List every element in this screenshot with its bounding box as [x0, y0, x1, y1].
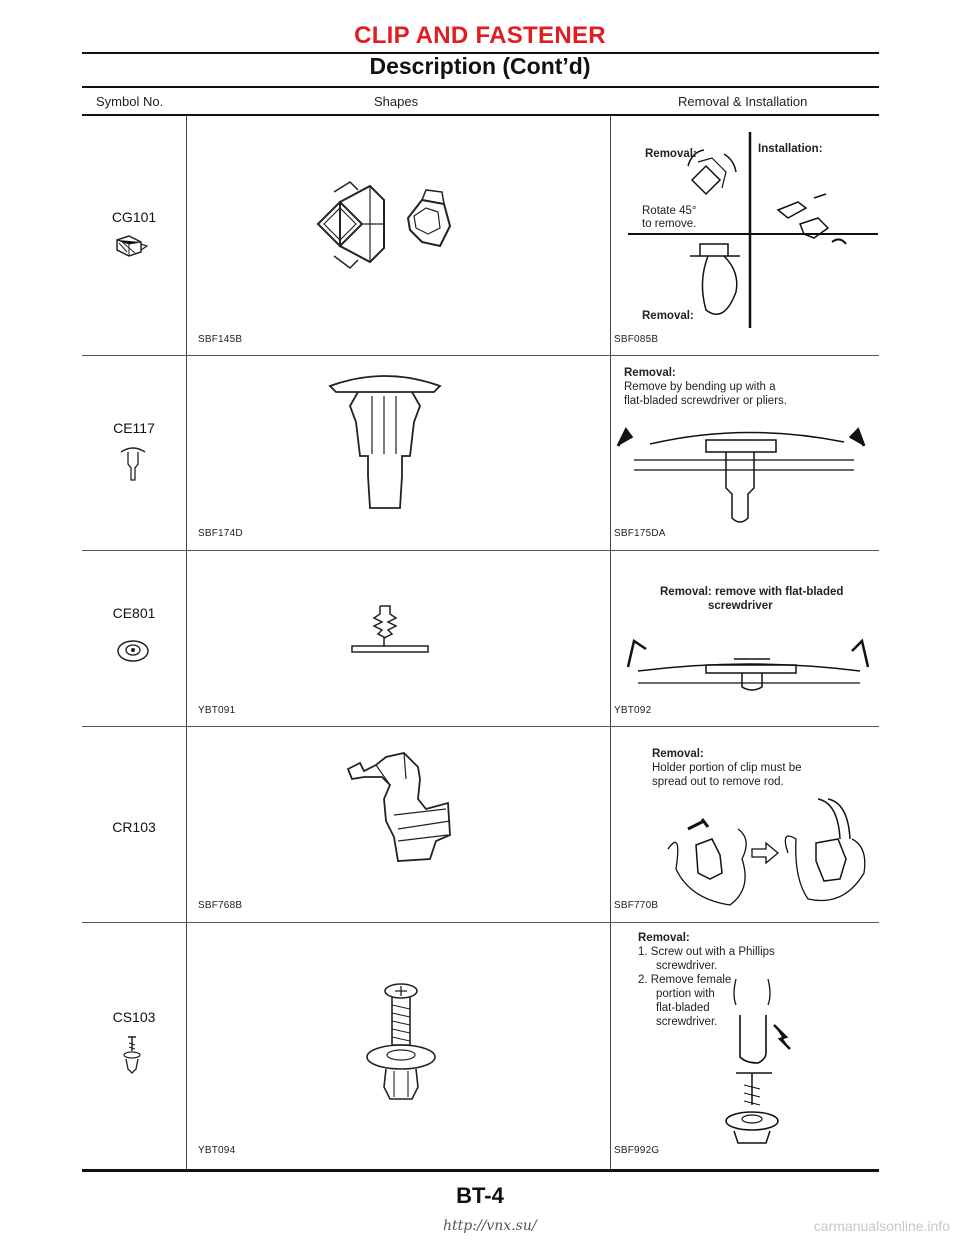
removal-step: 1. Screw out with a Phillips	[638, 946, 775, 958]
symbol-number: CG101	[111, 209, 157, 225]
symbol-number: CR103	[112, 819, 156, 835]
symbol-number: CE117	[113, 420, 155, 436]
symbol-number: CS103	[112, 1009, 156, 1025]
removal-step: flat-bladed screwdriver or pliers.	[624, 395, 787, 407]
removal-illustration	[668, 799, 868, 909]
column-header-symbol: Symbol No.	[96, 94, 164, 109]
removal-step: Holder portion of clip must be	[652, 762, 802, 774]
removal-step: Remove by bending up with a	[624, 381, 776, 393]
removal-illustration	[614, 418, 876, 530]
figure-code: YBT091	[198, 705, 236, 716]
removal-step: flat-bladed	[656, 1002, 710, 1014]
table-row	[82, 116, 879, 356]
removal-label: Removal:	[652, 748, 704, 760]
figure-code: SBF145B	[198, 334, 243, 345]
column-header-removal: Removal & Installation	[678, 94, 808, 109]
removal-label: Removal:	[642, 310, 694, 322]
table-row	[82, 356, 879, 551]
figure-code: SBF174D	[198, 528, 243, 539]
figure-code: YBT092	[614, 705, 652, 716]
removal-step: Rotate 45°	[642, 205, 697, 217]
figure-code: SBF175DA	[614, 528, 666, 539]
removal-step: 2. Remove female	[638, 974, 732, 986]
clip-symbol-icon	[119, 444, 147, 482]
figure-code: YBT094	[198, 1145, 236, 1156]
removal-step: screwdriver.	[656, 1016, 718, 1028]
removal-label: Removal:	[645, 148, 697, 160]
symbol-number: CE801	[112, 605, 156, 621]
removal-step: screwdriver	[708, 600, 773, 612]
clip-table	[82, 86, 879, 1172]
clip-symbol-icon	[115, 234, 149, 258]
removal-step: spread out to remove rod.	[652, 776, 784, 788]
column-header-shapes: Shapes	[374, 94, 419, 109]
figure-code: SBF770B	[614, 900, 659, 911]
removal-label: Removal:	[624, 367, 676, 379]
removal-label: Removal:	[638, 932, 690, 944]
table-row	[82, 551, 879, 727]
removal-step: to remove.	[642, 218, 697, 230]
table-row	[82, 923, 879, 1166]
removal-step: screwdriver.	[656, 960, 718, 972]
removal-illustration	[628, 132, 878, 332]
clip-shape-illustration	[344, 606, 434, 660]
clip-shape-illustration	[364, 983, 438, 1143]
section-title: CLIP AND FASTENER	[354, 22, 606, 49]
removal-illustration	[716, 975, 796, 1151]
page-subtitle: Description (Cont’d)	[369, 53, 591, 79]
clip-shape-illustration	[330, 366, 440, 516]
watermark: carmanualsonline.info	[813, 1218, 950, 1234]
clip-shape-illustration	[346, 749, 458, 865]
clip-shape-illustration	[310, 182, 470, 282]
page-number: BT-4	[456, 1183, 504, 1208]
figure-code: SBF992G	[614, 1145, 660, 1156]
clip-symbol-icon	[122, 1035, 142, 1075]
removal-step: portion with	[656, 988, 715, 1000]
installation-label: Installation:	[758, 143, 823, 155]
figure-code: SBF085B	[614, 334, 659, 345]
removal-illustration	[620, 627, 876, 697]
removal-step: Removal: remove with flat-bladed	[660, 586, 844, 598]
figure-code: SBF768B	[198, 900, 243, 911]
table-row	[82, 727, 879, 923]
clip-symbol-icon	[116, 637, 150, 663]
source-url-link[interactable]: http://vnx.su/	[443, 1218, 537, 1234]
